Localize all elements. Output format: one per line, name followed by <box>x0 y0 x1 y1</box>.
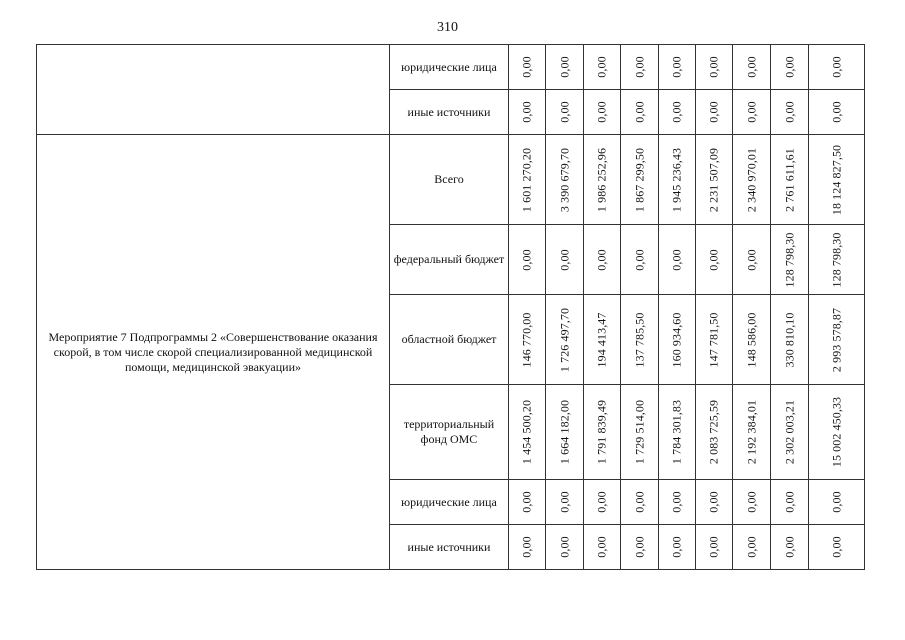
value-text: 18 124 827,50 <box>829 144 843 215</box>
value-cell <box>659 225 696 295</box>
value-text: 0,00 <box>519 491 534 513</box>
value-text: 0,00 <box>632 56 646 78</box>
value-cell <box>546 385 584 480</box>
table-row <box>37 135 865 225</box>
value-cell <box>696 45 733 90</box>
value-cell <box>509 135 546 225</box>
value-text: 0,00 <box>669 101 684 123</box>
value-cell <box>696 385 733 480</box>
value-cell <box>509 480 546 525</box>
value-cell <box>621 45 659 90</box>
value-text: 1 791 839,49 <box>594 399 609 465</box>
funding-source-cell: областной бюджет <box>390 295 509 385</box>
value-text: 0,00 <box>557 56 571 78</box>
value-cell <box>809 295 865 385</box>
value-text: 128 798,30 <box>829 232 843 287</box>
value-text: 0,00 <box>669 491 684 513</box>
value-text: 0,00 <box>706 248 721 271</box>
value-text: 0,00 <box>669 248 684 271</box>
value-text: 0,00 <box>594 536 609 558</box>
value-cell <box>771 525 809 570</box>
value-text: 0,00 <box>744 491 758 513</box>
value-cell <box>546 295 584 385</box>
value-cell <box>509 90 546 135</box>
value-cell <box>733 45 771 90</box>
value-cell <box>733 225 771 295</box>
value-text: 0,00 <box>782 536 796 558</box>
value-cell <box>584 525 621 570</box>
value-text: 0,00 <box>632 491 646 513</box>
value-text: 3 390 679,70 <box>557 147 571 212</box>
value-text: 2 231 507,09 <box>706 147 721 212</box>
value-cell <box>659 385 696 480</box>
value-cell <box>621 225 659 295</box>
value-cell <box>696 135 733 225</box>
value-cell <box>509 45 546 90</box>
funding-source-cell: территориальный фонд ОМС <box>390 385 509 480</box>
table-row <box>37 45 865 90</box>
value-text: 0,00 <box>557 491 571 513</box>
value-text: 1 729 514,00 <box>632 399 646 465</box>
value-cell <box>584 135 621 225</box>
value-cell <box>809 135 865 225</box>
value-text: 2 083 725,59 <box>706 399 721 465</box>
value-cell <box>771 480 809 525</box>
funding-source-cell: иные источники <box>390 90 509 135</box>
value-cell <box>659 295 696 385</box>
page-number: 310 <box>437 20 458 35</box>
value-text: 0,00 <box>632 248 646 271</box>
value-cell <box>696 525 733 570</box>
value-cell <box>621 90 659 135</box>
value-text: 0,00 <box>706 491 721 513</box>
value-cell <box>659 90 696 135</box>
value-cell <box>621 525 659 570</box>
funding-source-cell: Всего <box>390 135 509 225</box>
value-cell <box>546 225 584 295</box>
value-cell <box>584 90 621 135</box>
value-text: 147 781,50 <box>706 312 721 367</box>
value-cell <box>584 295 621 385</box>
value-text: 2 340 970,01 <box>744 147 758 212</box>
value-text: 0,00 <box>744 536 758 558</box>
value-text: 0,00 <box>706 536 721 558</box>
value-text: 1 454 500,20 <box>519 399 534 465</box>
value-cell <box>659 135 696 225</box>
event-cell <box>37 45 390 135</box>
value-cell <box>809 225 865 295</box>
value-cell <box>733 480 771 525</box>
value-cell <box>659 480 696 525</box>
value-text: 15 002 450,33 <box>829 396 843 468</box>
value-cell <box>771 90 809 135</box>
funding-source-cell: юридические лица <box>390 45 509 90</box>
value-text: 1 867 299,50 <box>632 147 646 212</box>
funding-source-cell: федеральный бюджет <box>390 225 509 295</box>
value-text: 0,00 <box>782 491 796 513</box>
value-text: 1 664 182,00 <box>557 399 571 465</box>
funding-source-cell: иные источники <box>390 525 509 570</box>
value-text: 0,00 <box>594 248 609 271</box>
value-cell <box>809 385 865 480</box>
value-cell <box>584 45 621 90</box>
value-text: 194 413,47 <box>594 312 609 367</box>
value-text: 137 785,50 <box>632 312 646 367</box>
value-text: 330 810,10 <box>782 312 796 367</box>
value-text: 0,00 <box>829 491 843 513</box>
value-cell <box>509 385 546 480</box>
value-text: 0,00 <box>519 248 534 271</box>
funding-source-cell: юридические лица <box>390 480 509 525</box>
value-cell <box>696 295 733 385</box>
value-text: 0,00 <box>557 248 571 271</box>
budget-table <box>36 44 865 570</box>
value-text: 0,00 <box>519 56 534 78</box>
value-cell <box>546 90 584 135</box>
value-text: 0,00 <box>744 248 758 271</box>
value-cell <box>733 135 771 225</box>
value-text: 1 726 497,70 <box>557 307 571 372</box>
value-cell <box>621 135 659 225</box>
value-cell <box>546 480 584 525</box>
value-text: 0,00 <box>782 56 796 78</box>
value-text: 0,00 <box>594 491 609 513</box>
value-cell <box>696 480 733 525</box>
value-cell <box>733 295 771 385</box>
value-text: 0,00 <box>557 101 571 123</box>
value-text: 0,00 <box>632 101 646 123</box>
value-cell <box>771 45 809 90</box>
value-text: 128 798,30 <box>782 232 796 287</box>
value-cell <box>733 525 771 570</box>
value-text: 1 601 270,20 <box>519 147 534 212</box>
value-cell <box>546 525 584 570</box>
value-cell <box>509 225 546 295</box>
value-cell <box>771 225 809 295</box>
value-text: 2 302 003,21 <box>782 399 796 465</box>
value-cell <box>584 385 621 480</box>
value-text: 148 586,00 <box>744 312 758 367</box>
value-text: 0,00 <box>829 56 843 78</box>
value-text: 0,00 <box>829 536 843 558</box>
value-text: 0,00 <box>744 101 758 123</box>
value-cell <box>584 225 621 295</box>
value-text: 2 993 578,87 <box>829 307 843 372</box>
value-cell <box>809 525 865 570</box>
value-text: 0,00 <box>669 536 684 558</box>
value-text: 0,00 <box>594 56 609 78</box>
value-cell <box>809 480 865 525</box>
value-cell <box>771 385 809 480</box>
event-cell: Мероприятие 7 Подпрограммы 2 «Совершенствование оказания скорой, в том числе скорой специализированной медицинской помощи, медицинской эвакуации» <box>37 135 390 570</box>
value-text: 0,00 <box>519 536 534 558</box>
value-text: 0,00 <box>669 56 684 78</box>
value-cell <box>733 385 771 480</box>
value-text: 0,00 <box>519 101 534 123</box>
value-text: 1 945 236,43 <box>669 147 684 212</box>
value-text: 0,00 <box>706 101 721 123</box>
value-cell <box>621 385 659 480</box>
value-cell <box>696 225 733 295</box>
value-text: 0,00 <box>706 56 721 78</box>
value-cell <box>809 90 865 135</box>
value-cell <box>733 90 771 135</box>
value-text: 146 770,00 <box>519 312 534 367</box>
value-text: 0,00 <box>594 101 609 123</box>
value-cell <box>659 45 696 90</box>
value-text: 1 986 252,96 <box>594 147 609 212</box>
value-text: 0,00 <box>557 536 571 558</box>
value-text: 1 784 301,83 <box>669 399 684 465</box>
value-text: 0,00 <box>744 56 758 78</box>
value-text: 0,00 <box>632 536 646 558</box>
value-cell <box>546 45 584 90</box>
value-text: 0,00 <box>829 101 843 123</box>
value-cell <box>809 45 865 90</box>
value-cell <box>584 480 621 525</box>
value-cell <box>621 295 659 385</box>
value-cell <box>509 525 546 570</box>
value-cell <box>771 295 809 385</box>
value-cell <box>509 295 546 385</box>
value-text: 160 934,60 <box>669 312 684 367</box>
value-text: 0,00 <box>782 101 796 123</box>
value-cell <box>771 135 809 225</box>
value-cell <box>546 135 584 225</box>
value-cell <box>696 90 733 135</box>
value-cell <box>659 525 696 570</box>
value-cell <box>621 480 659 525</box>
value-text: 2 192 384,01 <box>744 399 758 465</box>
value-text: 2 761 611,61 <box>782 147 796 212</box>
